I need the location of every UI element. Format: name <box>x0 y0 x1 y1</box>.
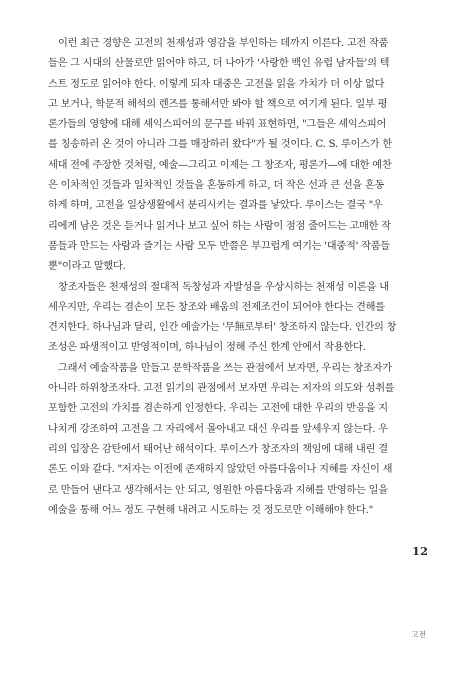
text-line: 이런 최근 경향은 고전의 천재성과 영감을 부인하는 데까지 이른다. 고전 작품 <box>58 38 389 49</box>
text-line: 나치게 강조하여 고전을 그 자리에서 몰아내고 대신 우리를 앞세우지 않는다. 우 <box>48 423 388 435</box>
text-line: 하게 하며, 고전을 일상생활에서 분리시키는 결과를 낳았다. 루이스는 결국 "우 <box>48 200 383 212</box>
running-footer: 고전 <box>411 630 426 639</box>
text-line: 창조자들은 천재성의 절대적 독창성과 자발성을 우상시하는 천재성 이론을 내 <box>58 281 389 293</box>
text-line: 포함한 고전의 가치를 겸손하게 인정한다. 우리는 고전에 대한 우리의 반응을 지 <box>48 403 388 415</box>
text-line: 리의 입장은 감탄에서 태어난 해석이다. 루이스가 창조자의 책임에 대해 내린 결 <box>48 443 388 455</box>
text-line: 뿐"이라고 말했다. <box>48 261 126 273</box>
text-line: 세대 전에 주장한 것처럼, 예술—그리고 이제는 그 창조자, 평론가—에 대한 예찬 <box>48 159 392 171</box>
text-line: 스트 정도로 읽어야 한다. 이렇게 되자 대중은 고전을 읽을 가치가 더 이상 없다 <box>48 78 385 90</box>
text-line: 견지한다. 하나님과 달리, 인간 예술가는 '무無로부터' 창조하지 않는다. 인간의 창 <box>48 322 397 334</box>
text-line: 고 보거나, 학문적 해석의 렌즈를 통해서만 봐야 할 책으로 여기게 된다. 일부 평 <box>48 98 388 110</box>
text-line: 리에게 남은 것은 듣거나 읽거나 보고 싶어 하는 사람이 점점 줄어드는 고매한 작 <box>48 220 391 232</box>
text-line: 론도 이와 같다. "저자는 이전에 존재하지 않았던 아름다움이나 지혜를 자신이 새 <box>48 464 393 476</box>
text-line: 를 칭송하러 온 것이 아니라 그를 매장하러 왔다"가 될 것이다. C. S. 루이스가 한 <box>48 139 392 151</box>
text-line: 아니라 하위창조자다. 고전 읽기의 관점에서 보자면 우리는 저자의 의도와 성취를 <box>48 383 395 395</box>
text-line: 예술을 통해 어느 정도 구현해 내려고 시도하는 것 정도로만 이해해야 한다." <box>48 504 374 516</box>
text-line: 조성은 파생적이고 반영적이며, 하나님이 정해 주신 한계 안에서 작용한다. <box>48 342 366 354</box>
page-number: 12 <box>411 544 428 558</box>
text-line: 품들과 만드는 사람과 즐기는 사람 모두 반쯤은 부끄럽게 여기는 '대중적' 작품들 <box>48 240 390 252</box>
text-line: 들은 그 시대의 산물로만 읽어야 하고, 더 나아가 '사랑한 백인 유럽 남자들'의 텍 <box>48 58 390 70</box>
text-line: 은 이차적인 것들과 일차적인 것들을 혼동하게 하고, 더 작은 선과 큰 선을 혼동 <box>48 180 385 192</box>
text-line: 로 만들어 낸다고 생각해서는 안 되고, 영원한 아름다움과 지혜를 반영하는 일을 <box>48 484 388 496</box>
text-line: 세우지만, 우리는 겸손이 모든 창조와 배움의 전제조건이 되어야 한다는 견해를 <box>48 301 385 313</box>
text-line: 그래서 예술작품을 만들고 문학작품을 쓰는 관점에서 보자면, 우리는 창조자가 <box>58 362 392 374</box>
text-line: 론가들의 영향에 대해 셰익스피어의 문구를 바꿔 표현하면, "그들은 셰익스피어 <box>48 119 387 131</box>
body-text <box>48 34 422 521</box>
